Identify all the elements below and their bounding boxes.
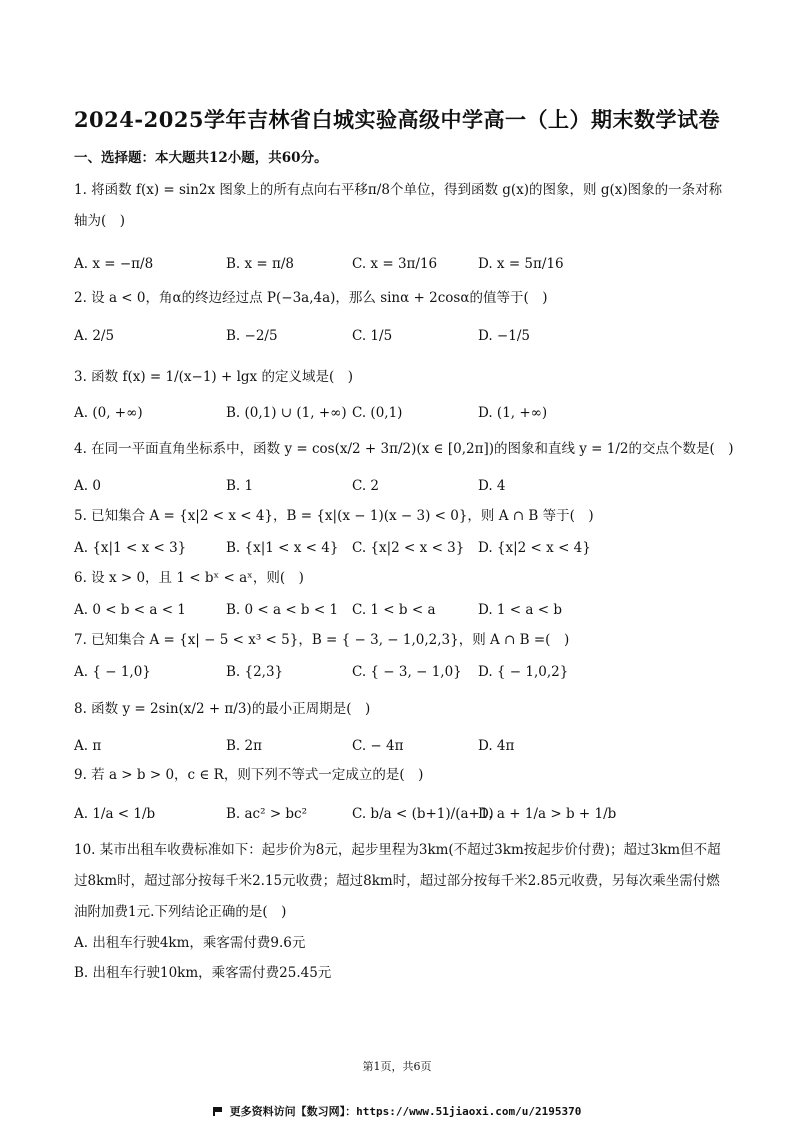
option-b: B. {2,3}	[226, 664, 284, 680]
option-d: D. { − 1,0,2}	[478, 664, 569, 680]
option-c: C. b/a < (b+1)/(a+1)	[352, 806, 494, 822]
page-footer: 第1页，共6页	[362, 1060, 432, 1073]
option-b: B. −2/5	[226, 328, 278, 344]
option-d: D. x = 5π/16	[478, 256, 564, 272]
option-b: B. 2π	[226, 738, 262, 754]
question-10-option-a: A. 出租车行驶4km，乘客需付费9.6元	[74, 935, 306, 951]
option-b: B. (0,1) ∪ (1, +∞)	[226, 405, 347, 421]
option-b: B. 0 < a < b < 1	[226, 602, 339, 618]
question-9-stem: 9. 若 a > b > 0，c ∈ R，则下列不等式一定成立的是( )	[74, 767, 424, 783]
question-2-options	[74, 328, 724, 352]
flag-icon	[213, 1107, 224, 1116]
option-a: A. (0, +∞)	[74, 405, 143, 421]
question-3-stem: 3. 函数 f(x) = 1/(x−1) + lgx 的定义域是( )	[74, 369, 353, 385]
option-b: B. ac² > bc²	[226, 806, 308, 822]
option-d: D. {x|2 < x < 4}	[478, 540, 591, 556]
question-5-options	[74, 540, 724, 564]
option-c: C. { − 3, − 1,0}	[352, 664, 462, 680]
option-d: D. −1/5	[478, 328, 530, 344]
promo-banner-text[interactable]: 更多资料访问【数习网】：https://www.51jiaoxi.com/u/2195370	[229, 1105, 582, 1118]
option-a: A. 0 < b < a < 1	[74, 602, 186, 618]
option-a: A. { − 1,0}	[74, 664, 151, 680]
question-8-stem: 8. 函数 y = 2sin(x/2 + π/3)的最小正周期是( )	[74, 701, 371, 717]
question-3-options	[74, 405, 724, 429]
option-c: C. (0,1)	[352, 405, 403, 421]
promo-banner[interactable]	[0, 1103, 794, 1119]
option-d: D. 1 < a < b	[478, 602, 562, 618]
option-c: C. 2	[352, 478, 380, 494]
option-a: A. 2/5	[74, 328, 115, 344]
question-10-stem: 10. 某市出租车收费标准如下：起步价为8元，起步里程为3km(不超过3km按起步价付费)；超过3km但不超过8km时，超过部分按每千米2.15元收费；超过8km时，超过部分按每千米2.85元收费，另每次乘坐需付燃油附加费1元.下列结论正确的是( )	[74, 842, 721, 920]
option-a: A. x = −π/8	[74, 256, 154, 272]
question-8-options	[74, 738, 724, 762]
option-c: C. {x|2 < x < 3}	[352, 540, 465, 556]
question-6-options	[74, 602, 724, 626]
question-7-options	[74, 664, 724, 688]
option-a: A. π	[74, 738, 102, 754]
question-10-option-b: B. 出租车行驶10km，乘客需付费25.45元	[74, 965, 332, 981]
option-a: A. 1/a < 1/b	[74, 806, 156, 822]
question-9-options	[74, 806, 724, 830]
section-heading: 一、选择题：本大题共12小题，共60分。	[74, 150, 328, 166]
option-b: B. {x|1 < x < 4}	[226, 540, 339, 556]
question-7-stem: 7. 已知集合 A = {x| − 5 < x³ < 5}，B = { − 3, − 1,0,2,3}，则 A ∩ B =( )	[74, 632, 570, 648]
option-b: B. 1	[226, 478, 254, 494]
option-a: A. {x|1 < x < 3}	[74, 540, 187, 556]
option-a: A. 0	[74, 478, 101, 494]
option-c: C. 1/5	[352, 328, 393, 344]
option-c: C. 1 < b < a	[352, 602, 436, 618]
question-2-stem: 2. 设 a < 0，角α的终边经过点 P(−3a,4a)，那么 sinα + 2cosα的值等于( )	[74, 290, 548, 306]
option-b: B. x = π/8	[226, 256, 295, 272]
option-d: D. 4	[478, 478, 506, 494]
option-d: D. 4π	[478, 738, 515, 754]
option-d: D. (1, +∞)	[478, 405, 548, 421]
question-4-stem: 4. 在同一平面直角坐标系中，函数 y = cos(x/2 + 3π/2)(x ∈ [0,2π])的图象和直线 y = 1/2的交点个数是( )	[74, 441, 734, 457]
question-1-options	[74, 256, 724, 280]
page-title: 2024-2025学年吉林省白城实验高级中学高一（上）期末数学试卷	[73, 107, 721, 132]
question-5-stem: 5. 已知集合 A = {x|2 < x < 4}，B = {x|(x − 1)(x − 3) < 0}，则 A ∩ B 等于( )	[74, 508, 594, 524]
question-6-stem: 6. 设 x > 0，且 1 < bˣ < aˣ，则( )	[74, 570, 304, 586]
option-c: C. − 4π	[352, 738, 404, 754]
option-d: D. a + 1/a > b + 1/b	[478, 806, 617, 822]
question-4-options	[74, 478, 724, 502]
question-1-stem: 1. 将函数 f(x) = sin2x 图象上的所有点向右平移π/8个单位，得到函数 g(x)的图象，则 g(x)图象的一条对称轴为( )	[74, 182, 723, 229]
option-c: C. x = 3π/16	[352, 256, 438, 272]
